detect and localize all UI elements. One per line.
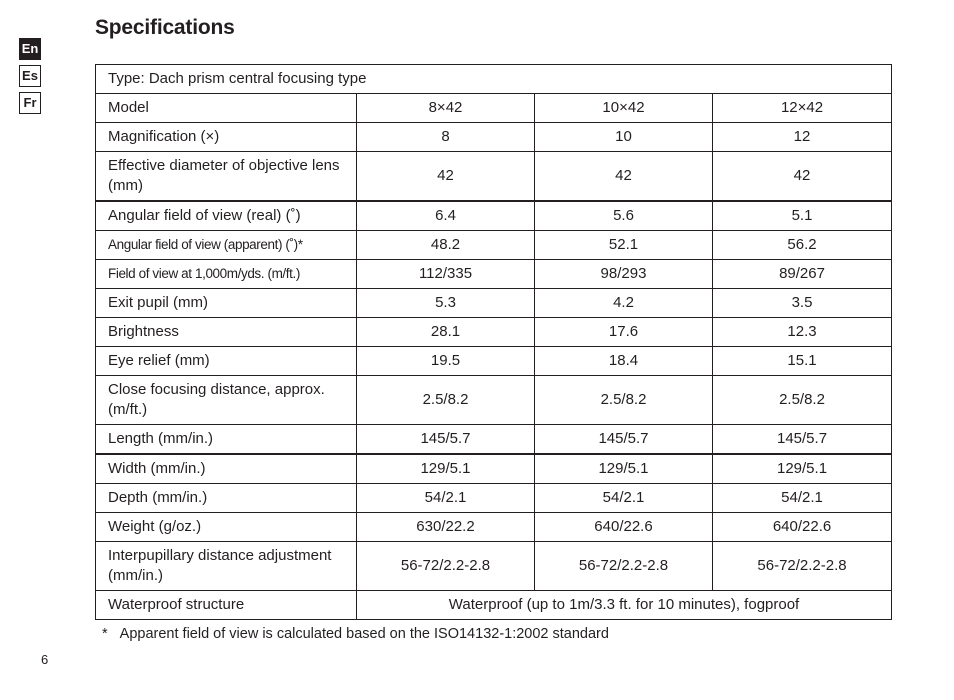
table-row [96,347,892,376]
cell-value: 42 [357,152,535,202]
cell-value: 145/5.7 [535,425,713,455]
page-number: 6 [41,652,49,667]
cell-value: 54/2.1 [357,484,535,513]
cell-value: 129/5.1 [713,454,892,484]
cell-value: 12×42 [713,94,892,123]
cell-value: 56-72/2.2-2.8 [357,542,535,591]
row-label: Effective diameter of objective lens (mm) [96,152,357,202]
table-row [96,425,892,455]
language-tabs [19,38,41,119]
cell-value: 8 [357,123,535,152]
row-label: Eye relief (mm) [96,347,357,376]
cell-value: 56-72/2.2-2.8 [713,542,892,591]
row-label: Interpupillary distance adjustment (mm/in.) [96,542,357,591]
cell-value: 89/267 [713,260,892,289]
cell-value: 12 [713,123,892,152]
row-label: Waterproof structure [96,591,357,620]
cell-value: 129/5.1 [357,454,535,484]
row-label: Depth (mm/in.) [96,484,357,513]
cell-value: 6.4 [357,201,535,231]
cell-value: 3.5 [713,289,892,318]
table-row [96,513,892,542]
cell-value: 19.5 [357,347,535,376]
waterproof-row [96,591,892,620]
cell-value: 5.1 [713,201,892,231]
cell-value: 42 [713,152,892,202]
table-row [96,542,892,591]
cell-value: 54/2.1 [535,484,713,513]
cell-value: 5.6 [535,201,713,231]
cell-value: 8×42 [357,94,535,123]
cell-value: 98/293 [535,260,713,289]
cell-value: 630/22.2 [357,513,535,542]
table-row [96,318,892,347]
cell-value: 129/5.1 [535,454,713,484]
type-cell: Type: Dach prism central focusing type [96,65,892,94]
row-label: Weight (g/oz.) [96,513,357,542]
language-tab-es[interactable]: Es [19,65,41,87]
row-label: Field of view at 1,000m/yds. (m/ft.) [96,260,357,289]
cell-value: 112/335 [357,260,535,289]
table-row [96,376,892,425]
table-row [96,260,892,289]
language-tab-en[interactable]: En [19,38,41,60]
cell-value: 2.5/8.2 [535,376,713,425]
cell-value: 52.1 [535,231,713,260]
table-row [96,201,892,231]
cell-value: Waterproof (up to 1m/3.3 ft. for 10 minutes), fogproof [357,591,892,620]
cell-value: 12.3 [713,318,892,347]
language-tab-fr[interactable]: Fr [19,92,41,114]
cell-value: 145/5.7 [713,425,892,455]
row-label: Angular field of view (real) (˚) [96,201,357,231]
cell-value: 640/22.6 [535,513,713,542]
table-row [96,289,892,318]
row-label: Brightness [96,318,357,347]
cell-value: 145/5.7 [357,425,535,455]
table-row [96,231,892,260]
row-label: Angular field of view (apparent) (˚)* [96,231,357,260]
cell-value: 17.6 [535,318,713,347]
row-label: Magnification (×) [96,123,357,152]
footnote-text: Apparent field of view is calculated based on the ISO14132-1:2002 standard [119,626,609,642]
row-label: Length (mm/in.) [96,425,357,455]
page-title: Specifications [95,16,235,39]
cell-value: 15.1 [713,347,892,376]
specifications-table [95,64,892,620]
footnote-mark: * [102,626,108,642]
cell-value: 10×42 [535,94,713,123]
cell-value: 56-72/2.2-2.8 [535,542,713,591]
cell-value: 42 [535,152,713,202]
cell-value: 640/22.6 [713,513,892,542]
row-label: Model [96,94,357,123]
table-row [96,454,892,484]
cell-value: 10 [535,123,713,152]
row-label: Width (mm/in.) [96,454,357,484]
table-row [96,152,892,202]
row-label: Close focusing distance, approx. (m/ft.) [96,376,357,425]
table-row [96,94,892,123]
cell-value: 5.3 [357,289,535,318]
cell-value: 18.4 [535,347,713,376]
cell-value: 2.5/8.2 [713,376,892,425]
table-row [96,484,892,513]
cell-value: 2.5/8.2 [357,376,535,425]
cell-value: 4.2 [535,289,713,318]
cell-value: 56.2 [713,231,892,260]
cell-value: 54/2.1 [713,484,892,513]
table-row [96,123,892,152]
footnote [102,626,609,642]
row-label: Exit pupil (mm) [96,289,357,318]
type-row [96,65,892,94]
cell-value: 48.2 [357,231,535,260]
cell-value: 28.1 [357,318,535,347]
